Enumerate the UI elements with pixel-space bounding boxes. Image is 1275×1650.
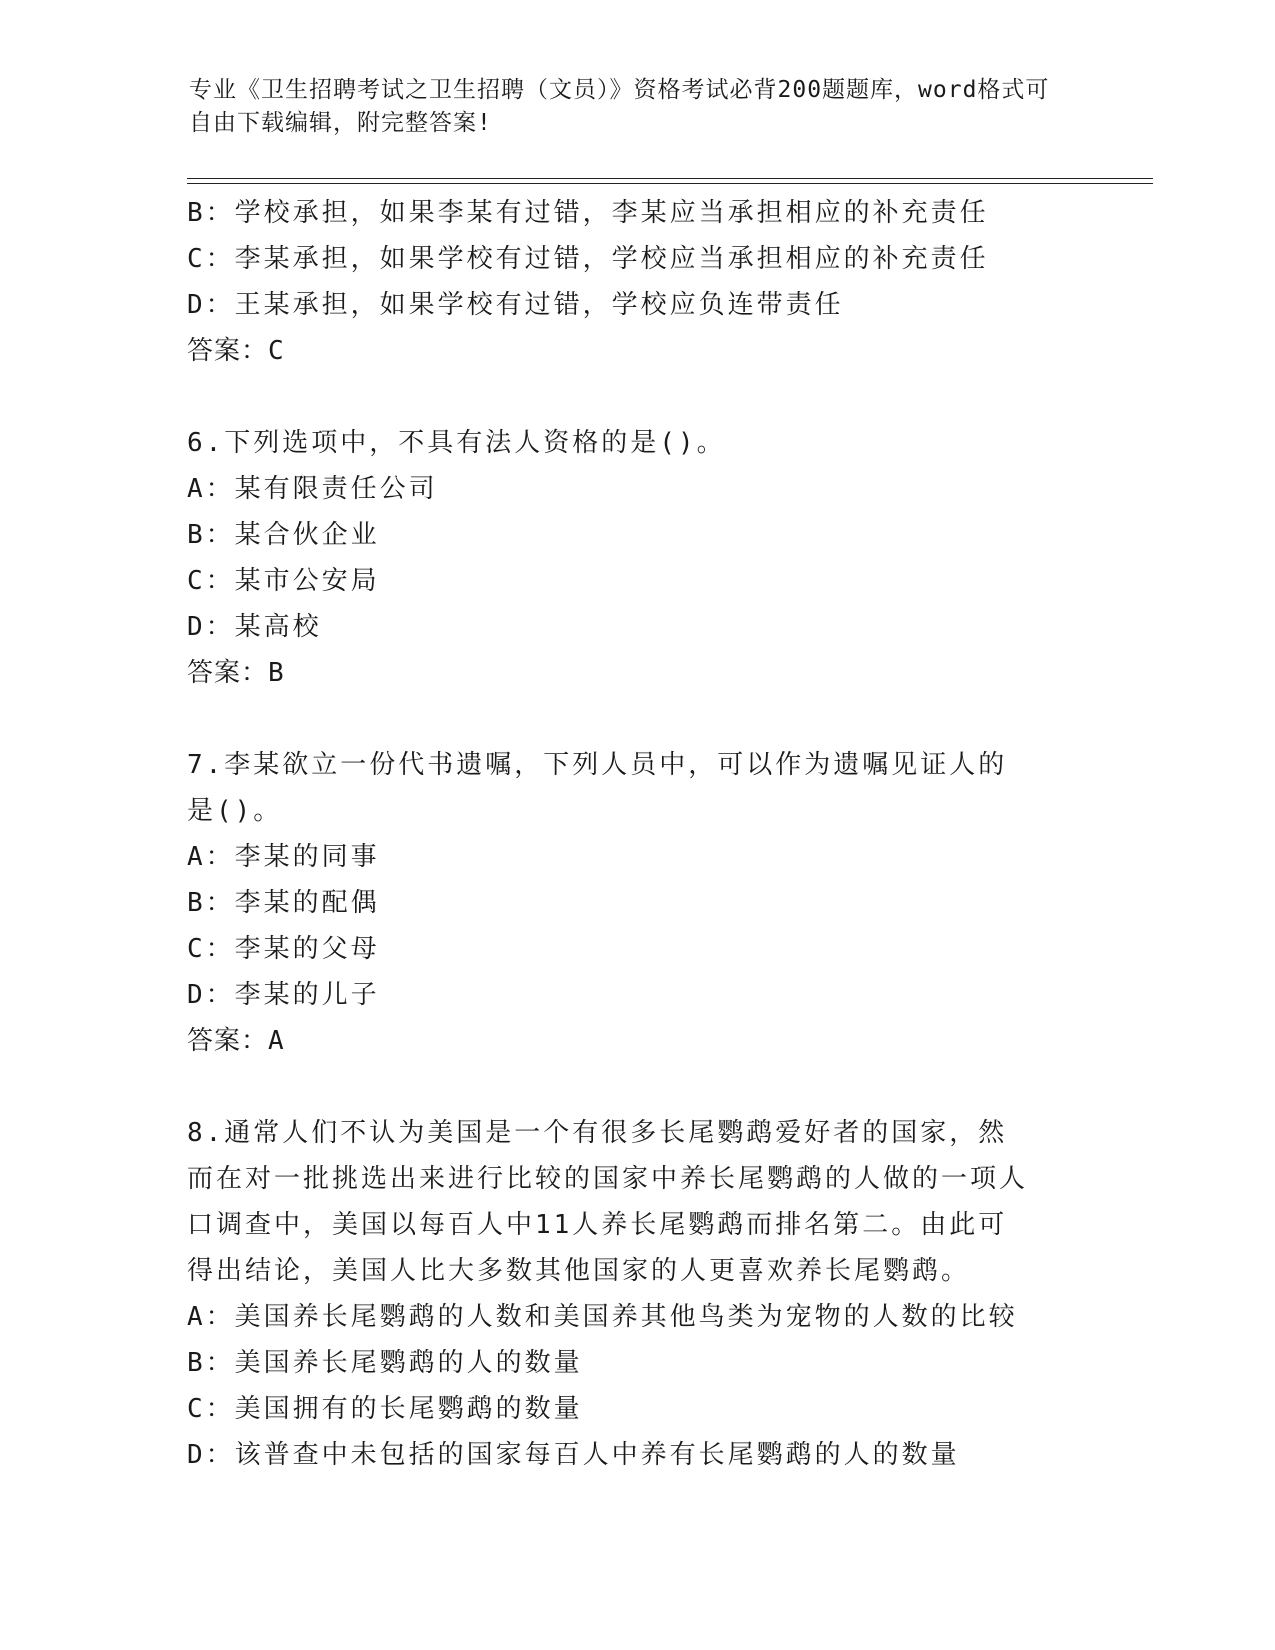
option-d: D：李某的儿子 (187, 980, 380, 1010)
previous-question (187, 190, 1087, 374)
option-a: A：某有限责任公司 (187, 474, 438, 504)
answer: 答案：B (187, 658, 285, 688)
question-7 (187, 742, 1087, 1064)
option-d: D：某高校 (187, 612, 322, 642)
question-6 (187, 420, 1087, 696)
option-d: D：王某承担，如果学校有过错，学校应负连带责任 (187, 290, 844, 320)
answer: 答案：A (187, 1026, 285, 1056)
option-d: D：该普查中未包括的国家每百人中养有长尾鹦鹉的人的数量 (187, 1440, 960, 1470)
option-b: B：某合伙企业 (187, 520, 380, 550)
header-rule-bottom (187, 183, 1153, 184)
option-b: B：李某的配偶 (187, 888, 380, 918)
question-stem: 6.下列选项中，不具有法人资格的是()。 (187, 428, 726, 458)
option-c: C：李某的父母 (187, 934, 380, 964)
question-stem: 7.李某欲立一份代书遗嘱，下列人员中，可以作为遗嘱见证人的是()。 (187, 750, 1008, 826)
option-a: A：美国养长尾鹦鹉的人数和美国养其他鸟类为宠物的人数的比较 (187, 1302, 1018, 1332)
option-c: C：美国拥有的长尾鹦鹉的数量 (187, 1394, 583, 1424)
spacer (187, 374, 1087, 420)
question-stem: 8.通常人们不认为美国是一个有很多长尾鹦鹉爱好者的国家，然而在对一批挑选出来进行比较的国家中养长尾鹦鹉的人做的一项人口调查中，美国以每百人中11人养长尾鹦鹉而排名第二。由此可得出结论，美国人比大多数其他国家的人更喜欢养长尾鹦鹉。 (187, 1118, 1029, 1286)
question-8 (187, 1110, 1087, 1478)
document-header (189, 74, 1069, 140)
spacer (187, 1064, 1087, 1110)
option-b: B：学校承担，如果李某有过错，李某应当承担相应的补充责任 (187, 198, 989, 228)
option-a: A：李某的同事 (187, 842, 380, 872)
option-c: C：李某承担，如果学校有过错，学校应当承担相应的补充责任 (187, 244, 989, 274)
header-title: 专业《卫生招聘考试之卫生招聘（文员）》资格考试必背200题题库，word格式可自由下载编辑，附完整答案! (189, 77, 1050, 136)
header-rule-top (187, 178, 1153, 179)
question-list (187, 190, 1087, 1478)
option-b: B：美国养长尾鹦鹉的人的数量 (187, 1348, 583, 1378)
spacer (187, 696, 1087, 742)
option-c: C：某市公安局 (187, 566, 380, 596)
answer: 答案：C (187, 336, 285, 366)
